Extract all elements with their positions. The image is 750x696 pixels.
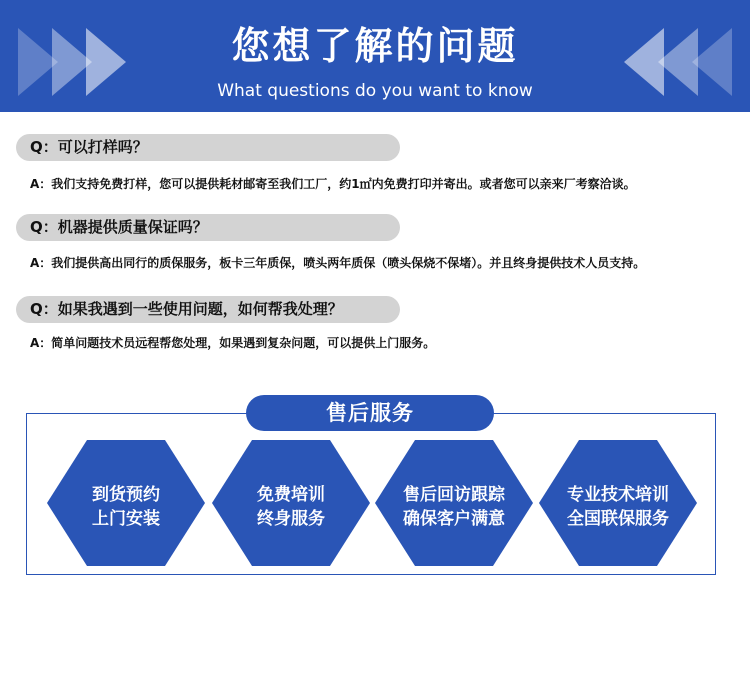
service-card-installation [47, 440, 205, 566]
arrows-left-icon [607, 28, 732, 96]
faq-answer: A：简单问题技术员远程帮您处理，如果遇到复杂问题，可以提供上门服务。 [30, 336, 436, 350]
faq-answer: A：我们支持免费打样，您可以提供耗材邮寄至我们工厂，约1㎡内免费打印并寄出。或者您可以亲来厂考察洽谈。 [30, 177, 636, 191]
crown-icon [47, 440, 69, 458]
service-card-line2: 全国联保服务 [567, 509, 669, 529]
crown-icon [375, 440, 397, 458]
service-title: 售后服务 [246, 395, 494, 431]
service-card-text [212, 483, 370, 531]
service-card-text [375, 483, 533, 531]
service-card-line2: 确保客户满意 [403, 509, 505, 529]
crown-icon [212, 440, 234, 458]
faq-answer: A：我们提供高出同行的质保服务，板卡三年质保，喷头两年质保（喷头保烧不保堵）。并且终身提供技术人员支持。 [30, 256, 646, 270]
service-card-line1: 到货预约 [92, 485, 160, 505]
service-card-line2: 上门安装 [92, 509, 160, 529]
service-card-text [539, 483, 697, 531]
header-banner [0, 0, 750, 112]
service-card-line1: 免费培训 [257, 485, 325, 505]
service-card-warranty [539, 440, 697, 566]
service-card-line2: 终身服务 [257, 509, 325, 529]
page-title: 您想了解的问题 [231, 24, 519, 68]
service-card-line1: 售后回访跟踪 [403, 485, 505, 505]
faq-question: Q：可以打样吗？ [16, 134, 400, 161]
crown-icon [539, 440, 561, 458]
service-card-text [47, 483, 205, 531]
service-card-line1: 专业技术培训 [567, 485, 669, 505]
page-subtitle: What questions do you want to know [217, 81, 533, 101]
faq-question: Q：如果我遇到一些使用问题，如何帮我处理？ [16, 296, 400, 323]
faq-question: Q：机器提供质量保证吗？ [16, 214, 400, 241]
service-card-followup [375, 440, 533, 566]
service-card-training [212, 440, 370, 566]
